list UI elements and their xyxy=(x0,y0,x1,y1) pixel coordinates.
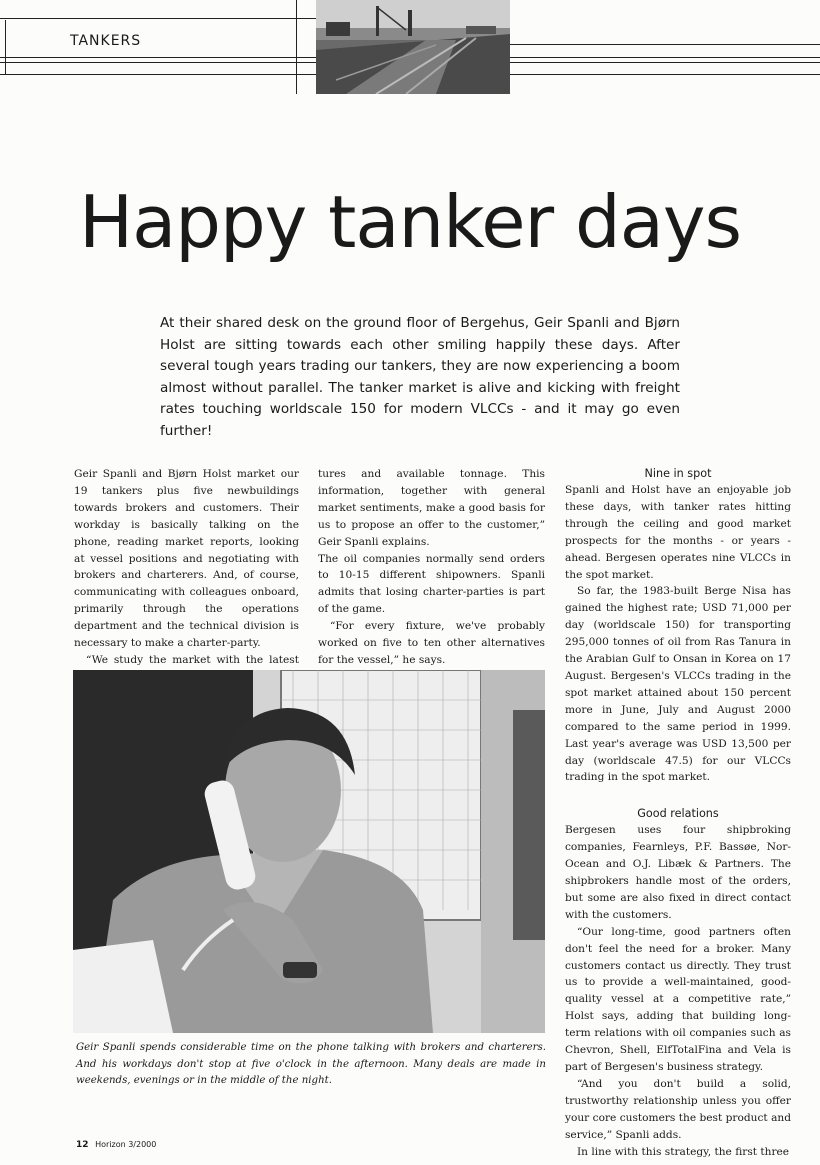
man-on-phone-photo xyxy=(73,670,545,1033)
section-label: TANKERS xyxy=(70,33,142,49)
paragraph: “Our long-time, good partners often don't feel the need for a broker. Many customers contact us directly. They trust us to provide a well-maintained, good-quality vessel at a competitive rate,” Holst says, adding that building long-term relations with oil companies such as Chevron, Shell, ElfTotalFina and Vela is part of Bergesen's business strategy. xyxy=(565,925,791,1073)
paragraph: tures and available tonnage. This information, together with general market sentiments, make a good basis for us to propose an offer to the customer,” Geir Spanli explains. xyxy=(318,468,545,548)
header-rule xyxy=(0,18,316,19)
page-number: 12 xyxy=(76,1140,89,1150)
subheading-nine-in-spot: Nine in spot xyxy=(644,467,712,480)
paragraph: Bergesen uses four shipbroking companies, Fearnleys, P.F. Bassøe, Nor-Ocean and O.J. Libæk & Partners. The shipbrokers handle most of the orders, but some are also fixed in direct contact with the customers. xyxy=(565,824,791,921)
header-rule xyxy=(510,74,820,75)
header-rule xyxy=(510,57,820,58)
paragraph: “We study the market with the latest xyxy=(86,653,299,666)
paragraph: So far, the 1983-built Berge Nisa has gained the highest rate; USD 71,000 per day (worldscale 150) for transporting 295,000 tonnes of oil from Ras Tanura in the Arabian Gulf to Onsan in Korea on 17 August. Bergesen's VLCCs trading in the spot market attained about 150 percent more in June, July and August 2000 compared to the same period in 1999. Last year's average was USD 13,500 per day (worldscale 47.5) for our VLCCs trading in the spot market. xyxy=(565,585,791,784)
article-title: Happy tanker days xyxy=(78,180,741,264)
header-rule xyxy=(0,57,316,58)
header-divider xyxy=(296,0,297,94)
paragraph: Geir Spanli and Bjørn Holst market our 19 tankers plus five newbuildings towards brokers and customers. Their workday is basically talking on the phone, reading market reports, looking at vessel positions and negotiating with brokers and charterers. And, of course, communicating with colleagues onboard, primarily through the operations department and the technical division is necessary to make a charter-party. xyxy=(74,468,299,650)
header-divider xyxy=(5,20,6,74)
article-column-3 xyxy=(565,466,791,1160)
paragraph: “For every fixture, we've probably worked on five to ten other alternatives for the vessel,” he says. xyxy=(318,620,545,666)
paragraph: The oil companies normally send orders to 10-15 different shipowners. Spanli admits that losing charter-parties is part of the game. xyxy=(318,552,545,616)
article-intro: At their shared desk on the ground floor of Bergehus, Geir Spanli and Bjørn Holst are sitting towards each other smiling happily these days. After several tough years trading our tankers, they are now experiencing a boom almost without parallel. The tanker market is alive and kicking with freight rates touching worldscale 150 for modern VLCCs - and it may go even further! xyxy=(160,315,680,439)
header-rule xyxy=(510,44,820,45)
paragraph: In line with this strategy, the first three xyxy=(577,1145,790,1158)
article-column-1 xyxy=(74,466,299,686)
paragraph: Spanli and Holst have an enjoyable job these days, with tanker rates hitting through the ceiling and good market prospects for the months - or years - ahead. Bergesen operates nine VLCCs in the spot market. xyxy=(565,484,791,581)
tanker-deck-photo xyxy=(316,0,510,94)
header-rule xyxy=(0,62,316,63)
subheading-good-relations: Good relations xyxy=(637,807,719,821)
issue-label: Horizon 3/2000 xyxy=(95,1140,157,1149)
article-column-2 xyxy=(318,466,545,669)
header-rule xyxy=(0,74,316,75)
photo-caption: Geir Spanli spends considerable time on the phone talking with brokers and charterers. And his workdays don't stop at five o'clock in the afternoon. Many deals are made in weekends, evenings or in the middle of the night. xyxy=(76,1042,546,1087)
header-rule xyxy=(510,62,820,63)
page-footer xyxy=(76,1140,156,1150)
paragraph: “And you don't build a solid, trustworthy relationship unless you offer your core customers the best product and service,” Spanli adds. xyxy=(565,1077,791,1141)
